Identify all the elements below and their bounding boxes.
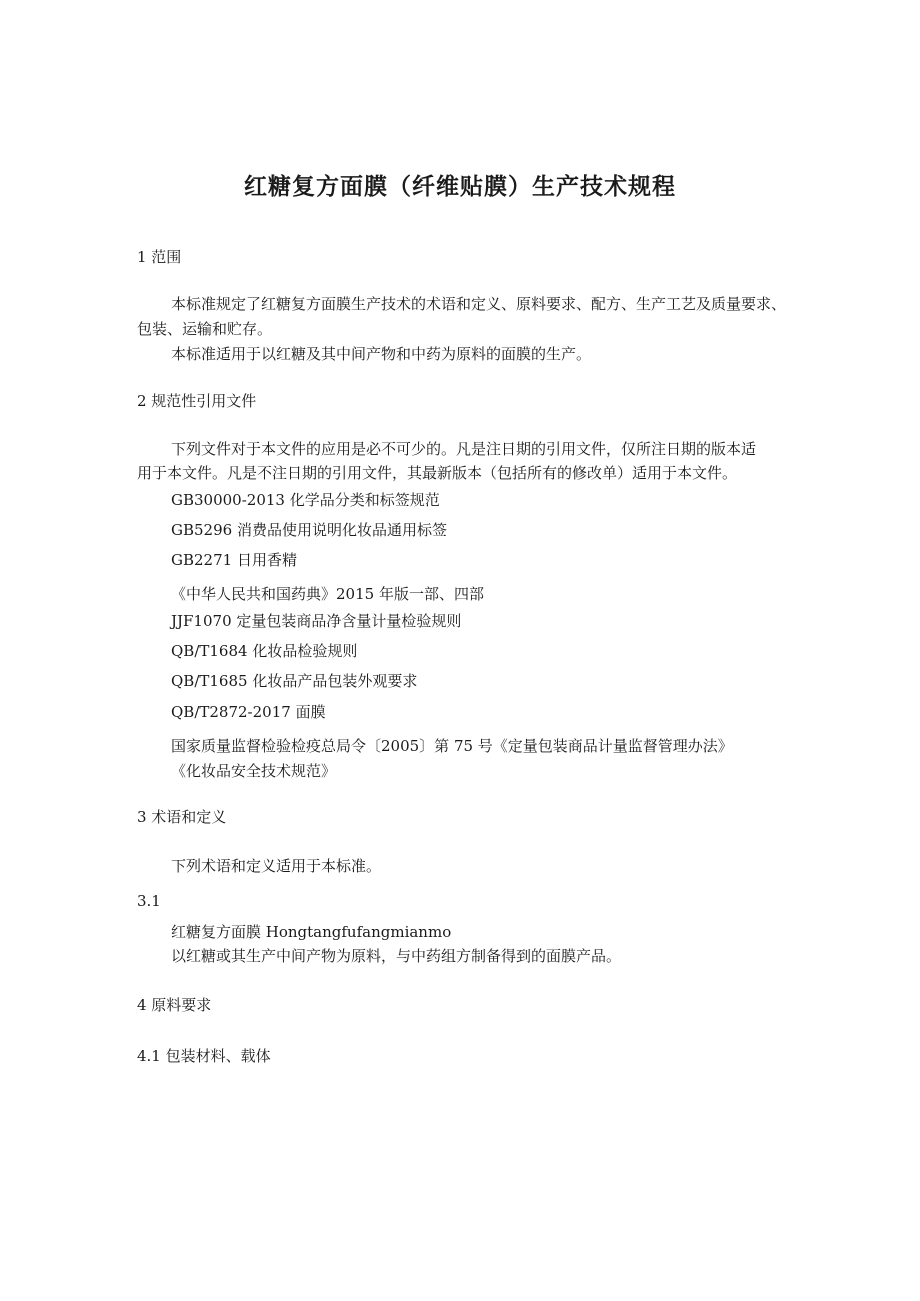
subsection-number: 3.1 bbox=[137, 892, 161, 910]
reference-item: GB30000-2013 化学品分类和标签规范 bbox=[171, 491, 440, 509]
section-3-paragraph: 下列术语和定义适用于本标准。 bbox=[171, 857, 382, 875]
reference-item: GB5296 消费品使用说明化妆品通用标签 bbox=[171, 521, 447, 539]
section-1-heading: 1 范围 bbox=[137, 248, 182, 266]
section-4-heading: 4 原料要求 bbox=[137, 996, 212, 1014]
section-2-paragraph-line-1: 下列文件对于本文件的应用是必不可少的。凡是注日期的引用文件，仅所注日期的版本适 bbox=[171, 440, 757, 458]
section-1-paragraph-1-line-1: 本标准规定了红糖复方面膜生产技术的术语和定义、原料要求、配方、生产工艺及质量要求、 bbox=[171, 295, 787, 313]
reference-item: QB/T1684 化妆品检验规则 bbox=[171, 642, 358, 660]
reference-item: 《中华人民共和国药典》2015 年版一部、四部 bbox=[171, 585, 484, 603]
reference-item: QB/T2872-2017 面膜 bbox=[171, 703, 326, 721]
page-title: 红糖复方面膜（纤维贴膜）生产技术规程 bbox=[244, 174, 676, 200]
reference-item: 《化妆品安全技术规范》 bbox=[171, 762, 337, 780]
section-2-heading: 2 规范性引用文件 bbox=[137, 392, 257, 410]
term-definition: 以红糖或其生产中间产物为原料，与中药组方制备得到的面膜产品。 bbox=[171, 947, 622, 965]
reference-item: 国家质量监督检验检疫总局令〔2005〕第 75 号《定量包装商品计量监督管理办法》 bbox=[171, 737, 733, 755]
reference-item: QB/T1685 化妆品产品包装外观要求 bbox=[171, 672, 418, 690]
reference-item: GB2271 日用香精 bbox=[171, 551, 297, 569]
reference-item: JJF1070 定量包装商品净含量计量检验规则 bbox=[171, 612, 462, 630]
term-entry: 红糖复方面膜 Hongtangfufangmianmo bbox=[171, 923, 452, 941]
section-3-heading: 3 术语和定义 bbox=[137, 808, 227, 826]
subsection-4-1-heading: 4.1 包装材料、载体 bbox=[137, 1047, 271, 1065]
section-1-paragraph-1-line-2: 包装、运输和贮存。 bbox=[137, 320, 273, 338]
section-1-paragraph-2: 本标准适用于以红糖及其中间产物和中药为原料的面膜的生产。 bbox=[171, 345, 592, 363]
section-2-paragraph-line-2: 用于本文件。凡是不注日期的引用文件，其最新版本（包括所有的修改单）适用于本文件。 bbox=[137, 464, 738, 482]
